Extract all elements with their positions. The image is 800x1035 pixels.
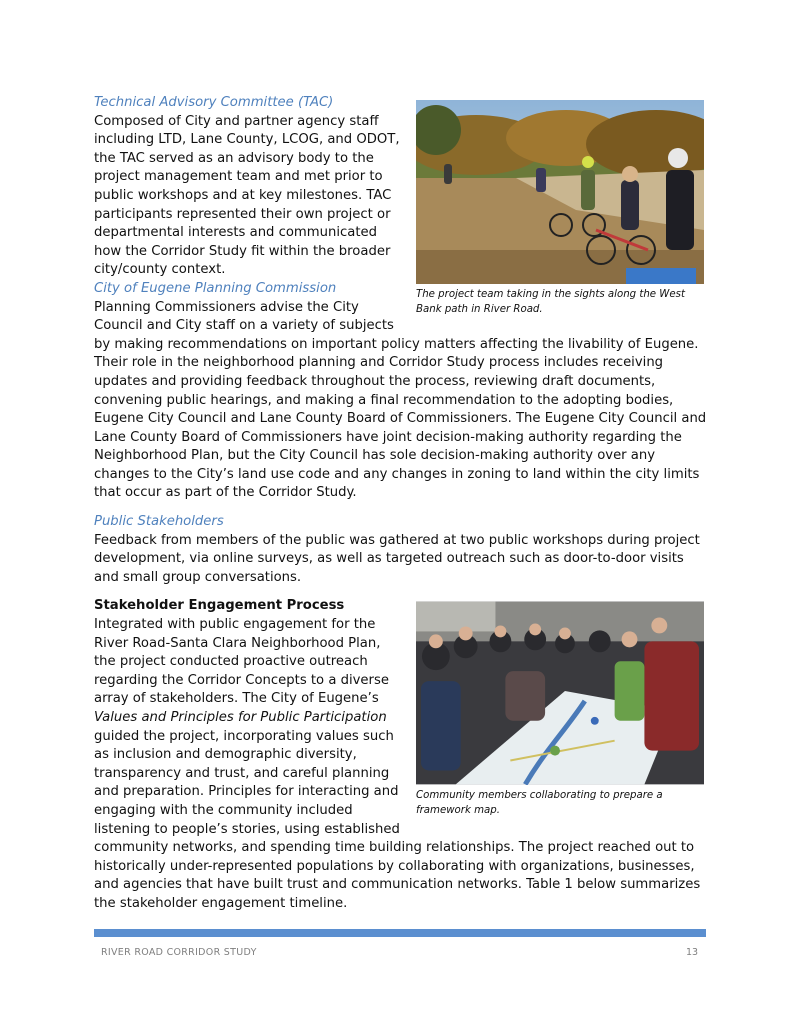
page-content: [94, 94, 708, 914]
photo-framework-map: [416, 601, 704, 785]
photo-bike-ride: [416, 100, 704, 284]
caption-framework-map: Community members collaborating to prepare a framework map.: [416, 790, 663, 817]
paragraph-public-stakeholders: Feedback from members of the public was gathered at two public workshops during project development, via online surveys, as well as targeted outreach such as door-to-door visits and small group conversations.: [94, 532, 700, 585]
footer-page-number: 13: [686, 947, 699, 958]
footer-divider-bar: [94, 929, 706, 937]
paragraph-planning-commission: Planning Commissioners advise the City Council and City staff on a variety of subjects by making recommendations on important policy matters affecting the livability of Eugene. Their role in the neighborhood planning and Corridor Study process includes receiving updates and providing feedback throughout the process, reviewing draft documents, convening public hearings, and making a final recommendation to the adopting bodies, Eugene City Council and Lane County Board of Commissioners. The Eugene City Council and Lane County Board of Commissioners have joint decision-making authority regarding the Neighborhood Plan, but the City Council has sole decision-making authority over any changes to the City’s land use code and any changes in zoning to land within the city limits that occur as part of the Corridor Study.: [94, 299, 707, 501]
engagement-italic-title: Values and Principles for Public Participation: [94, 710, 387, 725]
heading-planning-commission: City of Eugene Planning Commission: [94, 280, 337, 296]
figure-framework-map: [416, 601, 708, 818]
engagement-text-2: guided the project, incorporating values such as inclusion and demographic diversity, transparency and trust, and careful planning and preparation. Principles for interacting and engaging with the community included listening to people’s stories, using established community networks, and spending time building relationships. The project reached out to historically under-represented populations by collaborating with organizations, businesses, and agencies that have built trust and communication networks. Table 1 below summarizes the stakeholder engagement timeline.: [94, 728, 701, 911]
footer-document-title: RIVER ROAD CORRIDOR STUDY: [101, 947, 257, 958]
engagement-text-1: Integrated with public engagement for the River Road-Santa Clara Neighborhood Plan, the project conducted proactive outreach regarding the Corridor Concepts to a diverse array of stakeholders. The City of Eugene’s: [94, 617, 389, 707]
heading-public-stakeholders: Public Stakeholders: [94, 514, 224, 530]
heading-tac: Technical Advisory Committee (TAC): [94, 95, 334, 110]
paragraph-tac: Composed of City and partner agency staff including LTD, Lane County, LCOG, and ODOT, the TAC served as an advisory body to the project management team and met prior to public workshops and at key milestones. TAC participants represented their own project or departmental interests and communicated how the Corridor Study fit within the broader city/county context.: [94, 113, 400, 278]
heading-engagement-process: Stakeholder Engagement Process: [94, 598, 345, 614]
caption-bike-ride: The project team taking in the sights along the West Bank path in River Road.: [416, 289, 685, 315]
figure-bike-ride: [416, 100, 708, 317]
